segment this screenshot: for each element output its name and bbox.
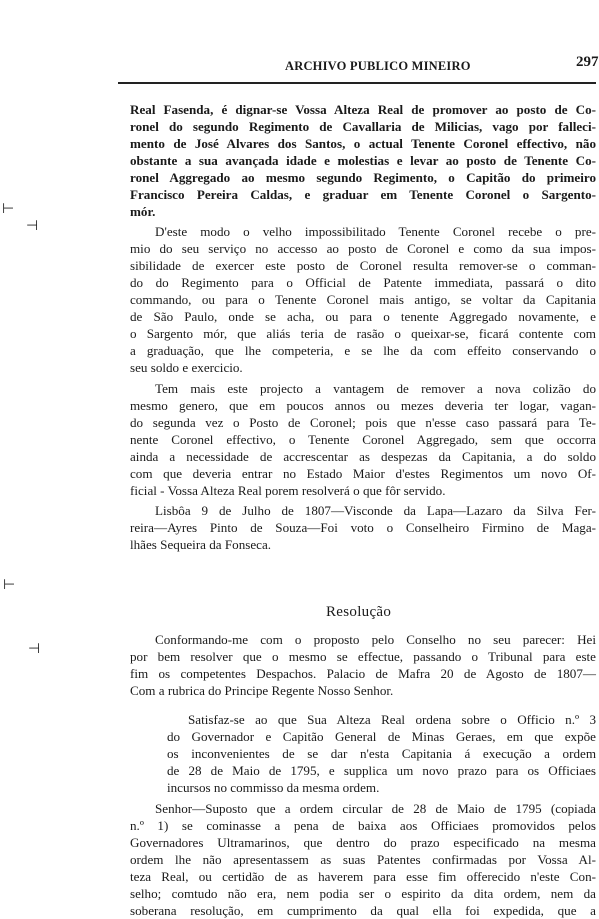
paragraph-line: a graduação, que lhe competeria, e se lhe da com effeito conservando o [130, 343, 596, 358]
page-number: 297 [576, 54, 599, 70]
paragraph-line: commando, ou para o Tenente Coronel mais antigo, se voltar da Capitania [130, 292, 596, 307]
summary-line: Satisfaz-se ao que Sua Alteza Real ordena sobre o Officio n.º 3 [188, 712, 596, 727]
paragraph-line: Tem mais este projecto a vantagem de remover a nova colizão do [155, 381, 596, 396]
summary-line: do Governador e Capitão General de Minas Geraes, em que expõe [167, 729, 596, 744]
header-rule [118, 82, 596, 84]
letter-line: Governadores Ultramarinos, que dentro do prazo especificado na mesma [130, 835, 596, 850]
resolution-line: Com a rubrica do Principe Regente Nosso Senhor. [130, 683, 394, 698]
paragraph-line: com que deveria entrar no Estado Maior d'estes Regimentos um novo Of- [130, 466, 596, 481]
letter-line: Senhor—Suposto que a ordem circular de 28 de Maio de 1795 (copiada [155, 801, 596, 816]
paragraph-line: reira—Ayres Pinto de Souza—Foi voto o Conselheiro Firmino de Maga- [130, 520, 596, 535]
letter-line: selho; comtudo não era, nem podia ser o espirito da dita ordem, nem da [130, 886, 596, 901]
margin-mark: ⊢ [2, 201, 15, 217]
letter-line: teza Real, ou certidão de as haverem para esse fim offerecido n'este Con- [130, 869, 596, 884]
summary-line: incursos no commisso da mesma ordem. [167, 780, 380, 795]
margin-mark: ⊣ [28, 641, 41, 657]
summary-line: de 28 de Maio de 1795, e supplica um novo prazo para os Officiaes [167, 763, 596, 778]
margin-mark: ⊢ [3, 577, 16, 593]
paragraph-line: do do Regimento para o Official de Patente immediata, passará o dito [130, 275, 596, 290]
summary-line: os inconvenientes de se dar n'esta Capitania á execução a ordem [167, 746, 596, 761]
paragraph-line: obstante a sua avançada idade e molestias e levar ao posto de Tenente Co- [130, 153, 596, 168]
paragraph-line: D'este modo o velho impossibilitado Tenente Coronel recebe o pre- [155, 224, 596, 239]
paragraph-line: seu soldo e exercicio. [130, 360, 243, 375]
paragraph-line: lhães Sequeira da Fonseca. [130, 537, 272, 552]
paragraph-line: mento de José Alvares dos Santos, o actual Tenente Coronel effectivo, não [130, 136, 596, 151]
paragraph-line: ronel Aggregado ao mesmo segundo Regimento, o Capitão do primeiro [130, 170, 596, 185]
paragraph-line: Lisbôa 9 de Julho de 1807—Visconde da Lapa—Lazaro da Silva Fer- [155, 503, 596, 518]
paragraph-line: de São Paulo, onde se acha, ou para o tenente Aggregado novamente, e [130, 309, 596, 324]
paragraph-line: ficial - Vossa Alteza Real porem resolverá o que fôr servido. [130, 483, 446, 498]
paragraph-line: nente Coronel effectivo, o Tenente Coronel Aggregado, sem que occorra [130, 432, 596, 447]
paragraph-line: mór. [130, 204, 156, 219]
margin-mark: ⊣ [26, 218, 39, 234]
letter-line: n.º 1) se cominasse a pena de baixa aos Officiaes promovidos pelos [130, 818, 596, 833]
paragraph-line: mio do seu serviço no accesso ao posto de Coronel e como da sua impos- [130, 241, 596, 256]
letter-line: soberana resolução, em cumprimento da qual ella foi expedida, que a [130, 903, 596, 918]
resolution-line: Conformando-me com o proposto pelo Conselho no seu parecer: Hei [155, 632, 596, 647]
paragraph-line: ainda a necessidade de accrescentar as despezas da Capitania, a do soldo [130, 449, 596, 464]
paragraph-line: Francisco Pereira Caldas, e graduar em Tenente Coronel o Sargento- [130, 187, 596, 202]
letter-line: ordem lhe não apresentassem as suas Patentes confirmadas por Vossa Al- [130, 852, 596, 867]
resolution-line: fim os competentes Despachos. Palacio de Mafra 20 de Agosto de 1807— [130, 666, 596, 681]
paragraph-line: mesmo genero, que em poucos annos ou mezes deveria ter logar, vagan- [130, 398, 596, 413]
resolution-line: por bem resolver que o mesmo se effectue, passando o Tribunal para este [130, 649, 596, 664]
paragraph-line: Real Fasenda, é dignar-se Vossa Alteza Real de promover ao posto de Co- [130, 102, 596, 117]
paragraph-line: sibilidade de exercer este posto de Coronel resulta remover-se o comman- [130, 258, 596, 273]
paragraph-line: o Sargento mór, que aliás teria de rasão o queixar-se, ficará contente com [130, 326, 596, 341]
running-head: ARCHIVO PUBLICO MINEIRO [285, 59, 471, 73]
paragraph-line: ronel do segundo Regimento de Cavallaria de Milicias, vago por falleci- [130, 119, 596, 134]
paragraph-line: do segunda vez o Posto de Coronel; pois que n'esse caso passará para Te- [130, 415, 596, 430]
section-heading: Resolução [326, 604, 392, 620]
